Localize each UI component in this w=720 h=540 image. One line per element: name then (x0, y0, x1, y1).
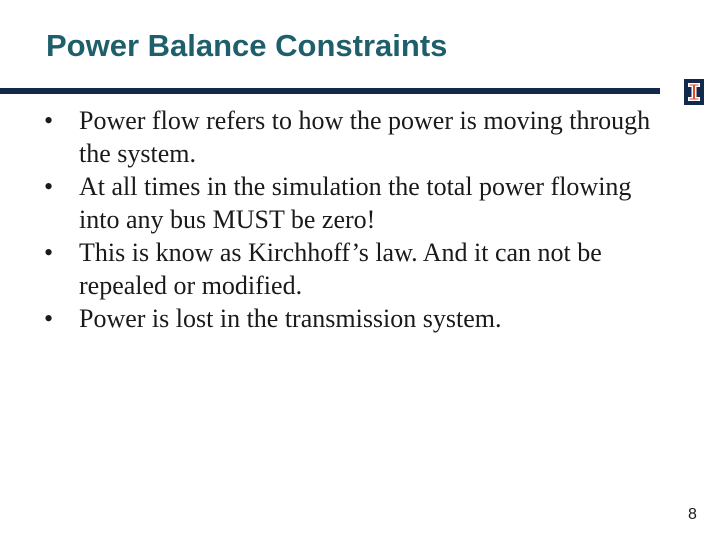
bullet-marker: • (44, 238, 54, 267)
bullet-item (44, 104, 664, 170)
page-number: 8 (688, 506, 697, 523)
bullet-text: This is know as Kirchhoff’s law. And it can not be repealed or modified. (79, 238, 602, 300)
bullet-text: Power is lost in the transmission system. (79, 304, 502, 333)
bullet-item (44, 302, 664, 335)
bullet-marker: • (44, 106, 54, 135)
slide-title: Power Balance Constraints (46, 28, 448, 63)
block-i-logo-icon (684, 79, 704, 105)
bullet-item (44, 236, 664, 302)
bullet-item (44, 170, 664, 236)
bullet-marker: • (44, 304, 54, 333)
bullet-text: At all times in the simulation the total power flowing into any bus MUST be zero! (79, 172, 632, 234)
bullet-text: Power flow refers to how the power is moving through the system. (79, 106, 651, 168)
bullet-list (44, 104, 664, 335)
bullet-marker: • (44, 172, 54, 201)
title-divider (0, 88, 660, 94)
